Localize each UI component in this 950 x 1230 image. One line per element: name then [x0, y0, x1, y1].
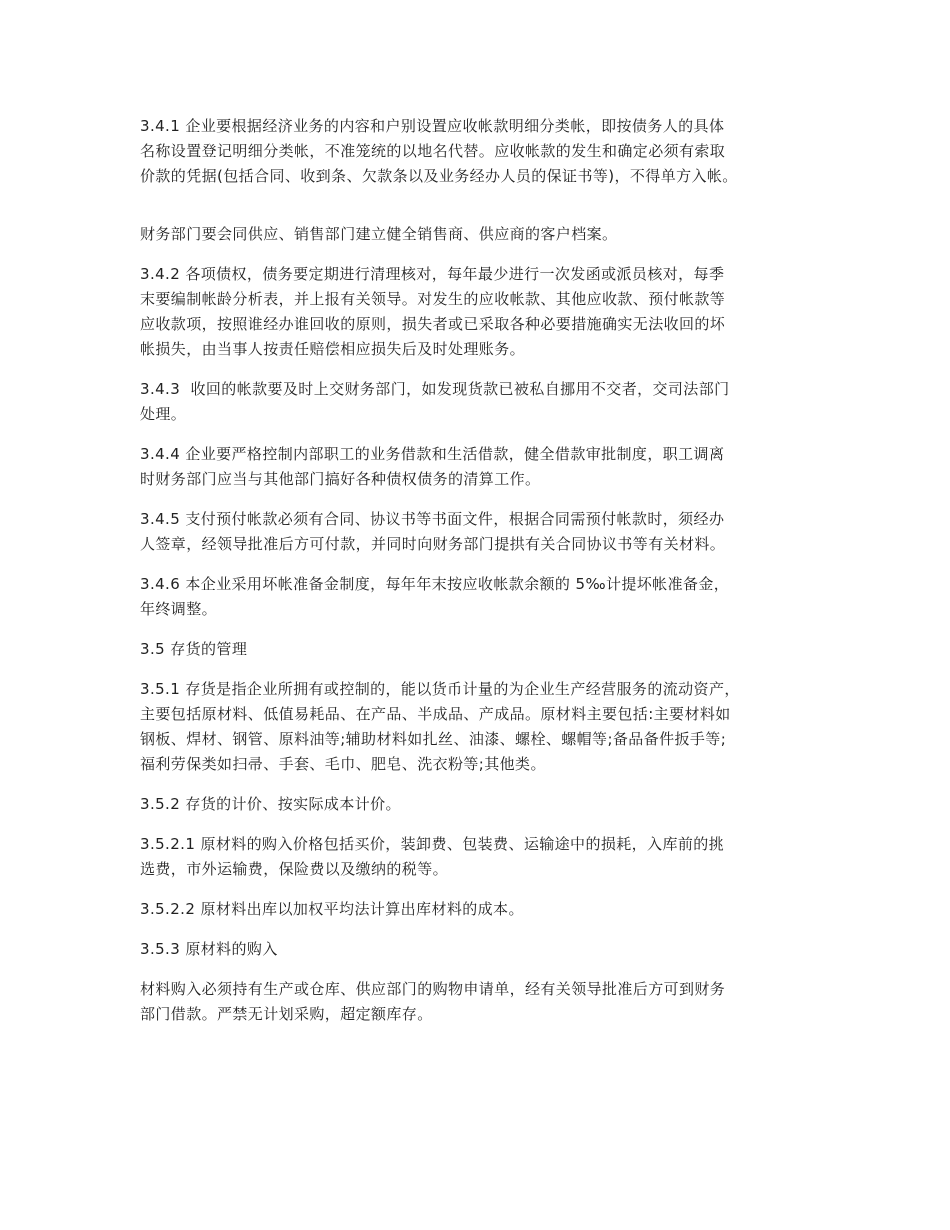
- document-body: [140, 114, 812, 1042]
- paragraph-3-4-2: 3.4.2 各项债权，债务要定期进行清理核对，每年最少进行一次发函或派员核对，每季 末要编制帐龄分析表，并上报有关领导。对发生的应收帐款、其他应收款、预付帐款等 应收款项，按照谁经办谁回收的原则，损失者或已采取各种必要措施确实无法收回的坏 帐损失，由当事人按责任赔偿相应损失后及时处理账务。: [140, 265, 726, 358]
- heading-3-5-3: 3.5.3 原材料的购入: [140, 940, 278, 958]
- paragraph-3-5-1: 3.5.1 存货是指企业所拥有或控制的，能以货币计量的为企业生产经营服务的流动资产， 主要包括原材料、低值易耗品、在产品、半成品、产成品。原材料主要包括:主要材料如 钢板、焊材、钢管、原料油等;辅助材料如扎丝、油漆、螺栓、螺帽等;备品备件扳手等; 福利劳保类如扫帚、手套、毛巾、肥皂、洗衣粉等;其他类。: [140, 680, 740, 773]
- paragraph-material-purchase: 材料购入必须持有生产或仓库、供应部门的购物申请单，经有关领导批准后方可到财务 部门借款。严禁无计划采购，超定额库存。: [140, 980, 726, 1023]
- paragraph-3-4-3: 3.4.3 收回的帐款要及时上交财务部门，如发现货款已被私自挪用不交者，交司法部门 处理。: [140, 380, 730, 423]
- paragraph-3-4-5: 3.4.5 支付预付帐款必须有合同、协议书等书面文件，根据合同需预付帐款时，须经办 人签章，经领导批准后方可付款，并同时向财务部门提拱有关合同协议书等有关材料。: [140, 510, 726, 553]
- paragraph-3-4-6: 3.4.6 本企业采用坏帐准备金制度，每年年末按应收帐款余额的 5‰计提坏帐准备金， 年终调整。: [140, 575, 730, 618]
- heading-3-5: 3.5 存货的管理: [140, 640, 248, 658]
- paragraph-customer-archive: 财务部门要会同供应、销售部门建立健全销售商、供应商的客户档案。: [140, 225, 618, 243]
- paragraph-3-5-2-2: 3.5.2.2 原材料出库以加权平均法计算出库材料的成本。: [140, 900, 524, 918]
- paragraph-3-5-2-1: 3.5.2.1 原材料的购入价格包括买价，装卸费、包装费、运输途中的损耗，入库前的挑 选费，市外运输费，保险费以及缴纳的税等。: [140, 835, 725, 878]
- paragraph-3-4-1: 3.4.1 企业要根据经济业务的内容和户别设置应收帐款明细分类帐，即按债务人的具体 名称设置登记明细分类帐，不准笼统的以地名代替。应收帐款的发生和确定必须有索取 价款的凭据(包括合同、收到条、欠款条以及业务经办人员的保证书等)，不得单方入帐。: [140, 117, 738, 185]
- paragraph-3-5-2: 3.5.2 存货的计价、按实际成本计价。: [140, 795, 401, 813]
- paragraph-3-4-4: 3.4.4 企业要严格控制内部职工的业务借款和生活借款，健全借款审批制度，职工调离 时财务部门应当与其他部门搞好各种债权债务的清算工作。: [140, 445, 725, 488]
